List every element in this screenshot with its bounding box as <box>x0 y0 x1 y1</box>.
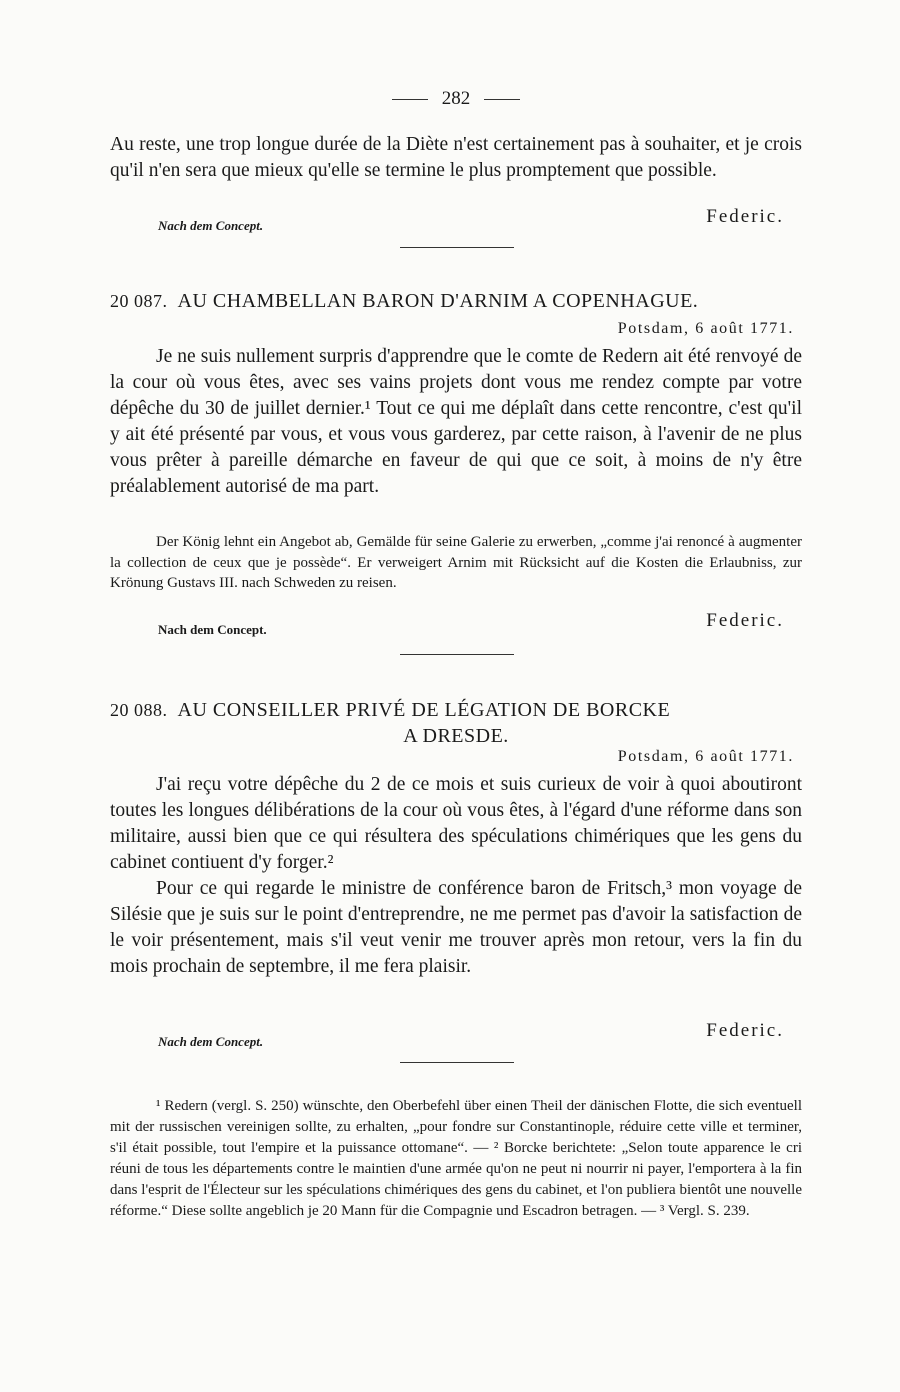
letter-body-20088 <box>110 772 802 980</box>
header-rule-right <box>484 99 520 100</box>
letter-paragraph: Pour ce qui regarde le ministre de conférence baron de Fritsch,³ mon voyage de Silésie que je suis sur le point d'entreprendre, ne me permet pas d'avoir la satisfaction de le voir présentement, mais s'il veut venir me trouver après mon retour, vers la fin du mois prochain de septembre, il me fera plaisir. <box>110 878 802 977</box>
separator-rule <box>400 247 514 248</box>
letter-number: 20 087. <box>110 291 168 311</box>
letter-paragraph: Je ne suis nullement surpris d'apprendre que le comte de Redern ait été renvoyé de la cour où vous êtes, avec ses vains projets dont vous me rendez compte par votre dépêche du 30 de juillet dernier.¹ Tout ce qui me déplaît dans cette rencontre, c'est qu'il y ait été présenté par vous, et vous vous garderez, par cette raison, à l'avenir de ne plus vous prêter à pareille démarche en faveur de qui que ce soit, à moins de n'y être préalablement autorisé de ma part. <box>110 346 802 497</box>
letter-signature: Federic. <box>706 1020 784 1041</box>
letter-source: Nach dem Concept. <box>158 622 267 637</box>
intro-signature: Federic. <box>706 206 784 227</box>
letter-title-line2: A DRESDE. <box>403 725 509 747</box>
editor-note-20087 <box>110 532 802 594</box>
letter-number: 20 088. <box>110 700 168 720</box>
page-number: 282 <box>441 88 471 109</box>
letter-source: Nach dem Concept. <box>158 1034 264 1049</box>
footnotes <box>110 1096 802 1222</box>
editor-note: Der König lehnt ein Angebot ab, Gemälde für seine Galerie zu erwerben, „comme j'ai renoncé à augmenter la collection de ceux que je possède“. Er verweigert Arnim mit Rücksicht auf die Kosten die Erlaubniss, zur Krönung Gustavs III. nach Schweden zu reisen. <box>110 534 802 591</box>
separator-rule <box>400 654 514 655</box>
letter-paragraph: J'ai reçu votre dépêche du 2 de ce mois et suis curieux de voir à quoi aboutiront toutes les longues délibérations de la cour où vous êtes, à l'égard d'une réforme dans son militaire, aussi bien que ce qui résultera des spéculations chimériques que les gens du cabinet contiuent d'y forger.² <box>110 774 802 873</box>
footnotes-text: ¹ Redern (vergl. S. 250) wünschte, den Oberbefehl über einen Theil der dänischen Flotte, die sich eventuell mit der russischen vereinigen sollte, zu erhalten, „pour fondre sur Constantinople, réduire cette ville et terminer, s'il était possible, tout l'empire et la puissance ottomane“. — ² Borcke berichtete: „Selon toute apparence le cri réuni de tous les départements contre le maintien d'une armée qu'on ne peut ni nourrir ni payer, l'emportera à la fin dans l'esprit de l'Électeur sur les spéculations chimériques des gens du cabinet, et l'on publiera bientôt une nouvelle réforme.“ Diese sollte angeblich je 20 Mann für die Compagnie und Escadron betragen. — ³ Vergl. S. 239. <box>110 1098 802 1219</box>
letter-signature: Federic. <box>706 610 784 631</box>
intro-paragraph: Au reste, une trop longue durée de la Diète n'est certainement pas à souhaiter, et je crois qu'il n'en sera que mieux qu'elle se termine le plus promptement que possible. <box>110 134 802 181</box>
letter-place-date: Potsdam, 6 août 1771. <box>617 320 794 337</box>
intro-block <box>110 132 802 184</box>
letter-body-20087 <box>110 344 802 500</box>
letter-heading-20087 <box>110 290 802 313</box>
intro-source: Nach dem Concept. <box>158 218 264 233</box>
letter-heading-20088 <box>110 699 802 722</box>
header-rule-left <box>392 99 428 100</box>
separator-rule <box>400 1062 514 1063</box>
letter-title: AU CONSEILLER PRIVÉ DE LÉGATION DE BORCKE <box>177 699 671 721</box>
letter-place-date: Potsdam, 6 août 1771. <box>617 748 794 765</box>
letter-title: AU CHAMBELLAN BARON D'ARNIM A COPENHAGUE. <box>177 290 699 312</box>
page-header <box>110 88 802 110</box>
